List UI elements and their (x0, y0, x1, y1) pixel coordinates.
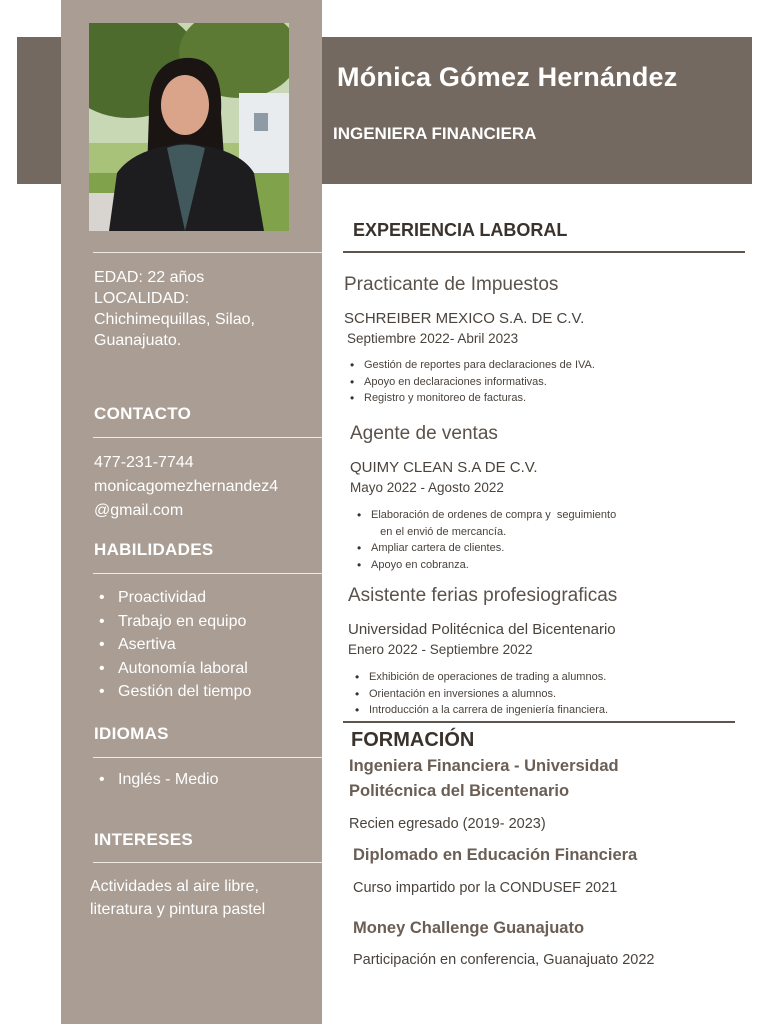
skills-heading: HABILIDADES (94, 540, 214, 559)
experience-divider (343, 251, 745, 253)
interests-heading: INTERESES (94, 830, 194, 849)
email-line-2[interactable]: @gmail.com (94, 502, 184, 519)
education-title: Money Challenge Guanajuato (353, 919, 585, 937)
job-date: Mayo 2022 - Agosto 2022 (350, 480, 504, 495)
education-detail: Curso impartido por la CONDUSEF 2021 (353, 880, 618, 896)
job-date: Enero 2022 - Septiembre 2022 (348, 642, 533, 657)
job-bullet: • Apoyo en cobranza. (353, 557, 616, 574)
languages-list (96, 768, 219, 792)
job-title: Agente de ventas (350, 423, 498, 444)
job-bullets (351, 669, 608, 719)
education-title-line-2: Politécnica del Bicentenario (349, 782, 570, 800)
age-line: EDAD: 22 años (94, 269, 205, 286)
job-bullet: • Gestión de reportes para declaraciones de IVA. (346, 357, 595, 374)
candidate-role: INGENIERA FINANCIERA (333, 124, 537, 143)
profile-info (94, 267, 255, 351)
job-bullet: • Apoyo en declaraciones informativas. (346, 374, 595, 391)
skills-list (96, 586, 251, 704)
education-title: Diplomado en Educación Financiera (353, 846, 638, 864)
portrait-illustration (89, 23, 289, 231)
education-heading: FORMACIÓN (351, 729, 475, 751)
skills-divider (93, 573, 322, 574)
job-title: Asistente ferias profesiograficas (348, 585, 618, 606)
education-title-line-1: Ingeniera Financiera - Universidad (349, 757, 619, 775)
contact-info (94, 451, 278, 523)
interests-line-1: Actividades al aire libre, (90, 878, 259, 895)
interests-text (90, 875, 265, 921)
skill-item: • Autonomía laboral (96, 657, 251, 681)
job-bullet: • Ampliar cartera de clientes. (353, 540, 616, 557)
education-detail: Participación en conferencia, Guanajuato 2022 (353, 952, 655, 968)
profile-photo (89, 23, 289, 231)
interests-divider (93, 862, 322, 863)
job-title: Practicante de Impuestos (344, 274, 559, 295)
skill-item: • Asertiva (96, 633, 251, 657)
job-company: Universidad Politécnica del Bicentenario (348, 621, 616, 638)
job-bullets (346, 357, 595, 407)
job-company: QUIMY CLEAN S.A DE C.V. (350, 459, 538, 476)
contact-heading: CONTACTO (94, 404, 192, 423)
job-bullet: • Introducción a la carrera de ingeniería financiera. (351, 702, 608, 719)
languages-heading: IDIOMAS (94, 724, 169, 743)
language-item: • Inglés - Medio (96, 768, 219, 792)
job-date: Septiembre 2022- Abril 2023 (347, 331, 519, 346)
phone-number[interactable]: 477-231-7744 (94, 454, 194, 471)
location-line-2: Guanajuato. (94, 332, 182, 349)
languages-divider (93, 757, 322, 758)
education-divider (343, 721, 735, 723)
location-label: LOCALIDAD: (94, 290, 190, 307)
experience-heading: EXPERIENCIA LABORAL (353, 220, 568, 240)
interests-line-2: literatura y pintura pastel (90, 901, 266, 918)
email-line-1[interactable]: monicagomezhernandez4 (94, 478, 279, 495)
job-bullet: • Exhibición de operaciones de trading a alumnos. (351, 669, 608, 686)
job-bullet: • Registro y monitoreo de facturas. (346, 390, 595, 407)
sidebar-divider (93, 252, 322, 253)
skill-item: • Proactividad (96, 586, 251, 610)
location-line-1: Chichimequillas, Silao, (94, 311, 255, 328)
job-bullet: • Elaboración de ordenes de compra y seguimiento en el envió de mercancía. (353, 507, 616, 540)
job-bullet: • Orientación en inversiones a alumnos. (351, 686, 608, 703)
job-company: SCHREIBER MEXICO S.A. DE C.V. (344, 310, 585, 327)
education-detail: Recien egresado (2019- 2023) (349, 816, 546, 832)
education-entry (349, 754, 619, 804)
job-bullets (353, 507, 616, 573)
contact-divider (93, 437, 322, 438)
candidate-name: Mónica Gómez Hernández (337, 62, 678, 92)
skill-item: • Gestión del tiempo (96, 680, 251, 704)
skill-item: • Trabajo en equipo (96, 610, 251, 634)
